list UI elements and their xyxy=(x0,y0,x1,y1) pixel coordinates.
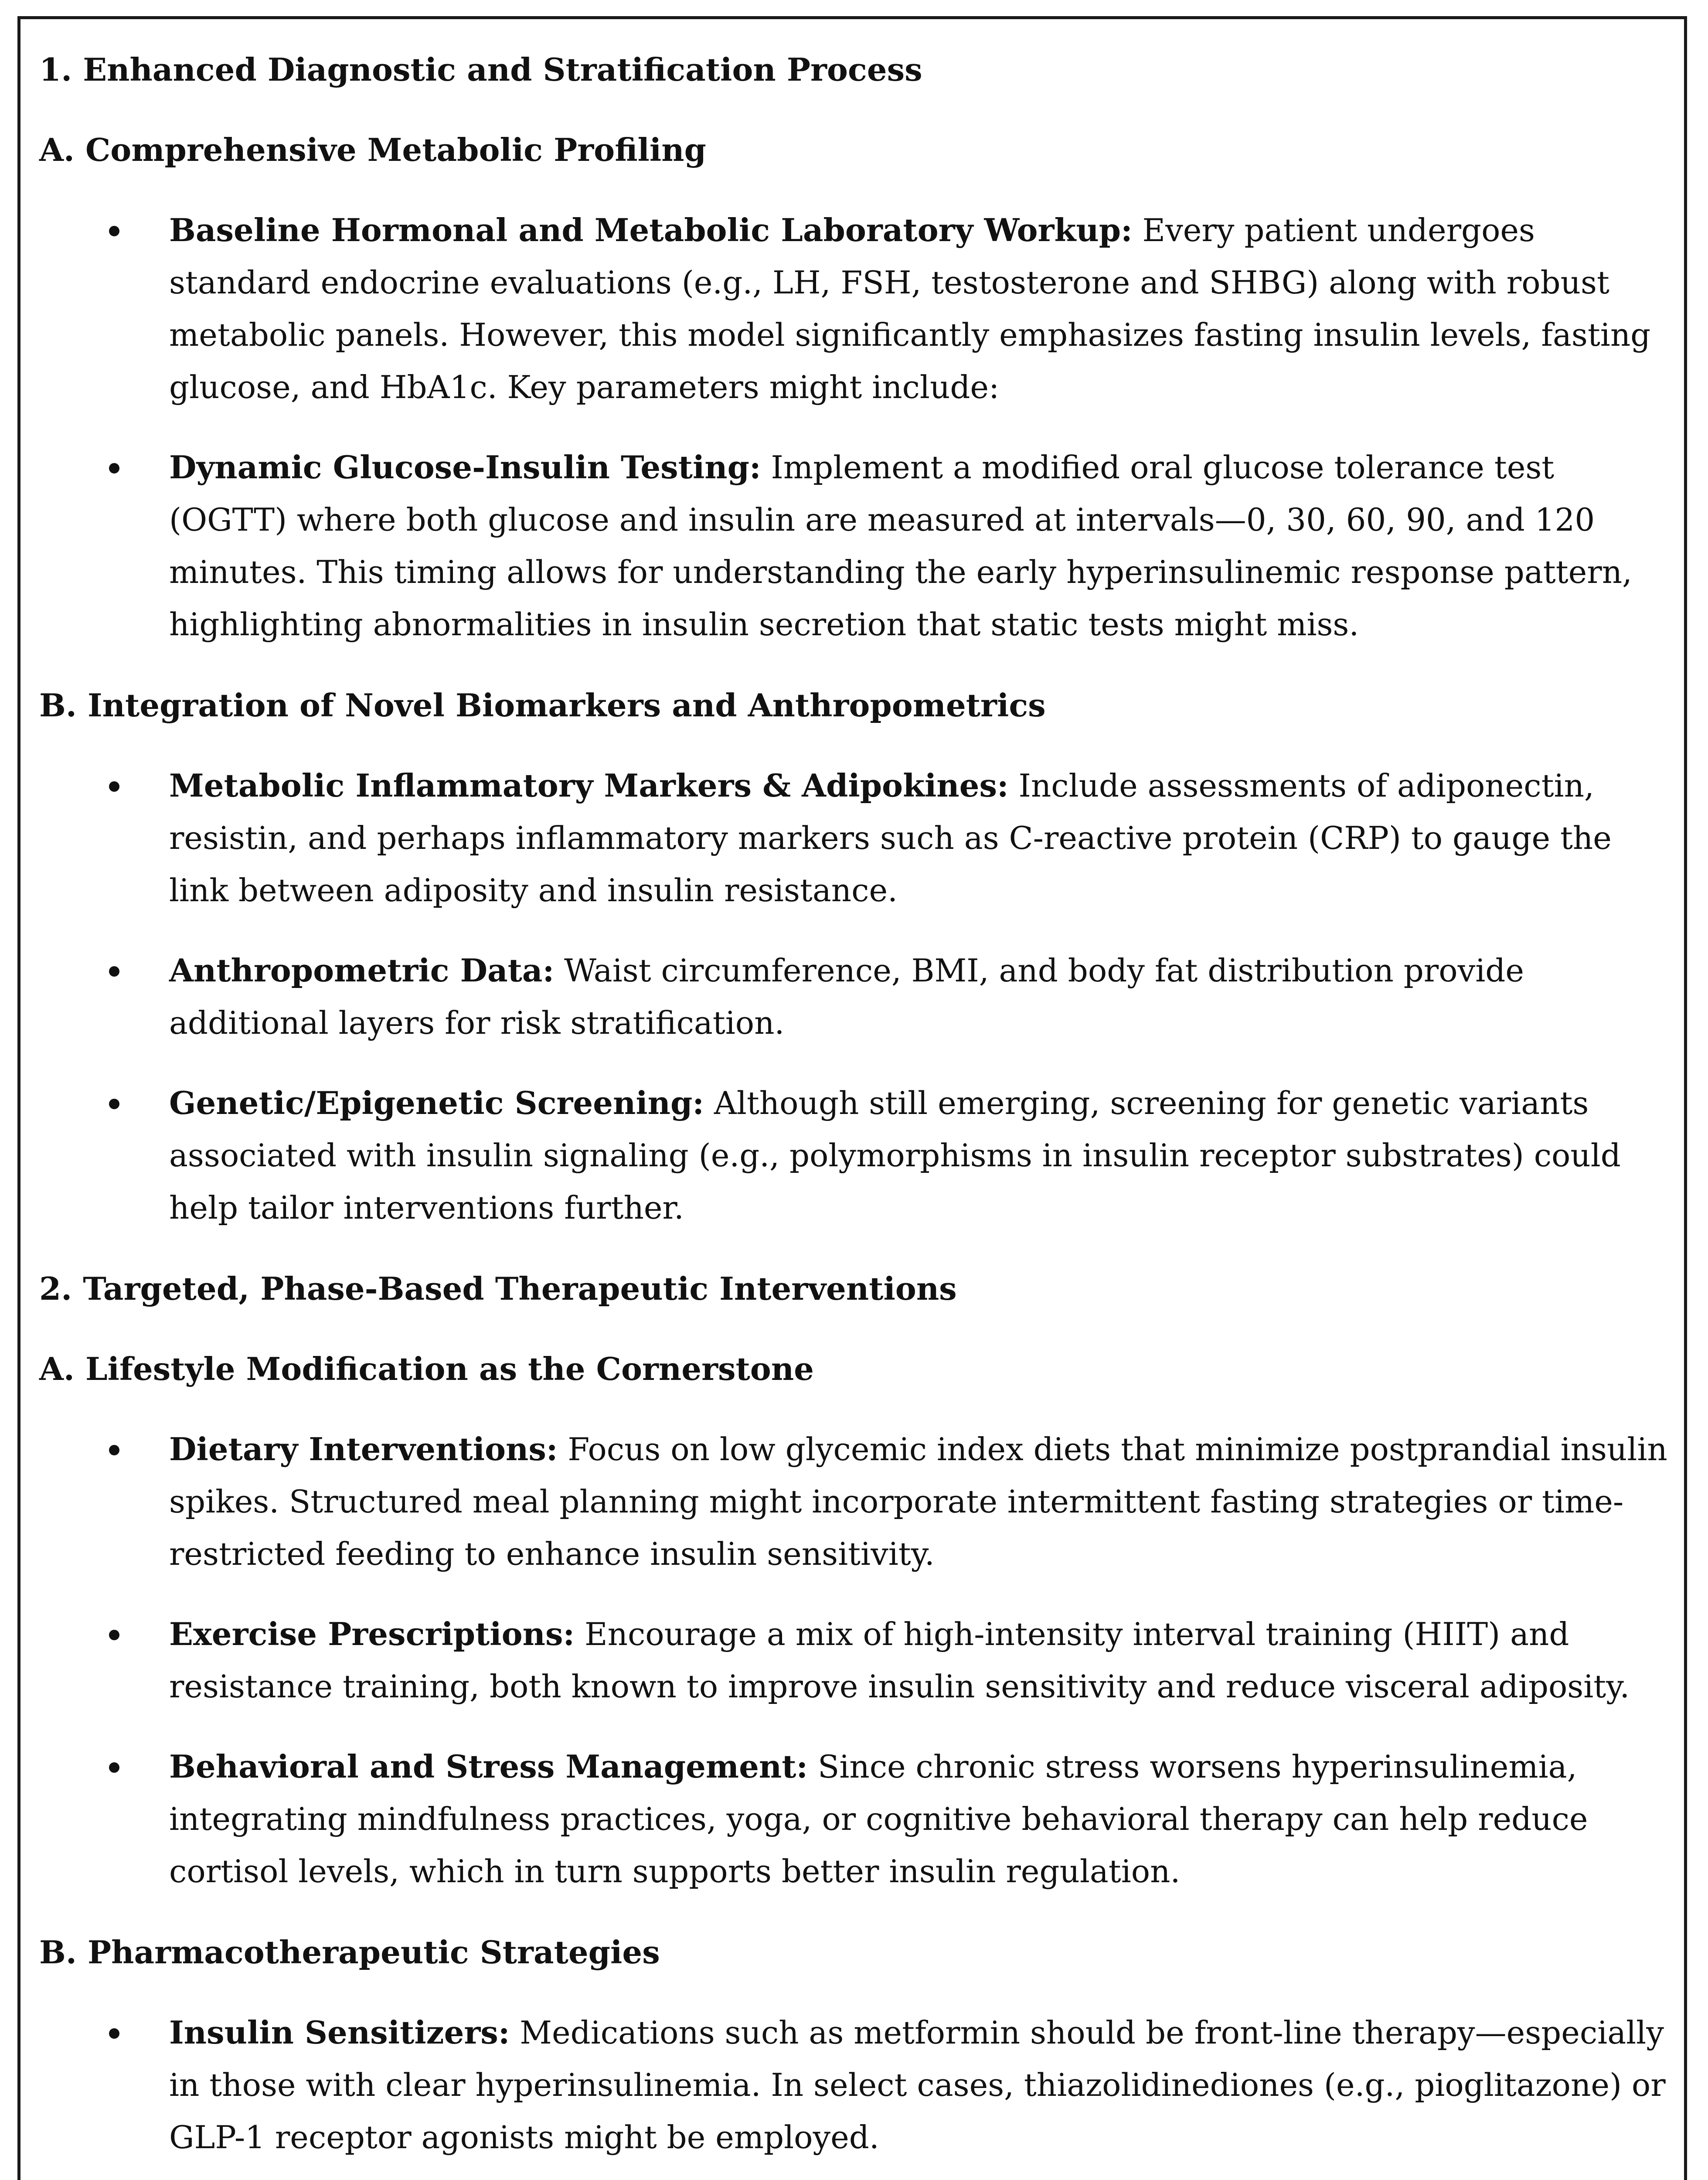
bullet-icon xyxy=(109,2028,119,2039)
section-heading-diagnostic: 1. Enhanced Diagnostic and Stratification Process xyxy=(39,51,922,88)
item-text: Medications such as metformin should be front-line therapy—especially in those with clear hyperinsulinemia. In select cases, thiazolidinediones (e.g., pioglitazone) or GLP-1 receptor agonists might be employed. xyxy=(169,2014,1666,2156)
subsection-heading-biomarkers: B. Integration of Novel Biomarkers and Anthropometrics xyxy=(39,687,1046,724)
item-text: Include assessments of adiponectin, resistin, and perhaps inflammatory markers such as C-reactive protein (CRP) to gauge the link between adiposity and insulin resistance. xyxy=(169,767,1612,909)
item-text: Waist circumference, BMI, and body fat distribution provide additional layers for risk stratification. xyxy=(169,952,1524,1041)
item-text: Since chronic stress worsens hyperinsulinemia, integrating mindfulness practices, yoga, or cognitive behavioral therapy can help reduce cortisol levels, which in turn supports better insulin regulation. xyxy=(169,1748,1588,1890)
item-text: Encourage a mix of high-intensity interval training (HIIT) and resistance training, both known to improve insulin sensitivity and reduce visceral adiposity. xyxy=(169,1616,1630,1705)
list-item xyxy=(39,760,1670,916)
subsection-heading-metabolic-profiling: A. Comprehensive Metabolic Profiling xyxy=(39,131,706,168)
document-body xyxy=(39,44,1670,2180)
list-item xyxy=(39,441,1670,651)
bullet-list-pharmacotherapy xyxy=(39,2006,1670,2163)
bullet-icon xyxy=(109,1099,119,1109)
bullet-icon xyxy=(109,1445,119,1455)
bullet-list-lifestyle xyxy=(39,1423,1670,1897)
item-label: Exercise Prescriptions: xyxy=(169,1615,575,1652)
bullet-icon xyxy=(109,781,119,792)
item-text: Every patient undergoes standard endocrine evaluations (e.g., LH, FSH, testosterone and SHBG) along with robust metabolic panels. However, this model significantly emphasizes fasting insulin levels, fasting glucose, and HbA1c. Key parameters might include: xyxy=(169,212,1651,405)
list-item xyxy=(39,1077,1670,1234)
item-label: Baseline Hormonal and Metabolic Laboratory Workup: xyxy=(169,211,1133,249)
list-item xyxy=(39,2006,1670,2163)
item-label: Genetic/Epigenetic Screening: xyxy=(169,1084,704,1121)
bullet-list-biomarkers xyxy=(39,760,1670,1234)
item-label: Insulin Sensitizers: xyxy=(169,2014,510,2051)
bullet-icon xyxy=(109,226,119,236)
subsection-heading-pharmacotherapy: B. Pharmacotherapeutic Strategies xyxy=(39,1934,660,1971)
item-label: Anthropometric Data: xyxy=(169,952,555,989)
item-label: Dietary Interventions: xyxy=(169,1431,558,1468)
list-item xyxy=(39,204,1670,413)
bullet-icon xyxy=(109,463,119,473)
item-label: Behavioral and Stress Management: xyxy=(169,1748,808,1785)
list-item xyxy=(39,1608,1670,1713)
subsection-heading-lifestyle: A. Lifestyle Modification as the Cornerstone xyxy=(39,1350,814,1387)
list-item xyxy=(39,1423,1670,1580)
list-item xyxy=(39,944,1670,1049)
bullet-icon xyxy=(109,966,119,977)
item-label: Dynamic Glucose-Insulin Testing: xyxy=(169,449,761,486)
section-heading-therapeutic: 2. Targeted, Phase-Based Therapeutic Interventions xyxy=(39,1270,957,1307)
bullet-list-metabolic-profiling xyxy=(39,204,1670,651)
item-label: Metabolic Inflammatory Markers & Adipokines: xyxy=(169,767,1009,804)
list-item xyxy=(39,1741,1670,1897)
bullet-icon xyxy=(109,1630,119,1640)
item-text: Implement a modified oral glucose tolerance test (OGTT) where both glucose and insulin are measured at intervals—0, 30, 60, 90, and 120 minutes. This timing allows for understanding the early hyperinsulinemic response pattern, highlighting abnormalities in insulin secretion that static tests might miss. xyxy=(169,449,1632,643)
bullet-icon xyxy=(109,1762,119,1773)
item-text: Focus on low glycemic index diets that minimize postprandial insulin spikes. Structured meal planning might incorporate intermittent fasting strategies or time-restricted feeding to enhance insulin sensitivity. xyxy=(169,1431,1667,1572)
item-text: Although still emerging, screening for genetic variants associated with insulin signaling (e.g., polymorphisms in insulin receptor substrates) could help tailor interventions further. xyxy=(169,1085,1621,1226)
